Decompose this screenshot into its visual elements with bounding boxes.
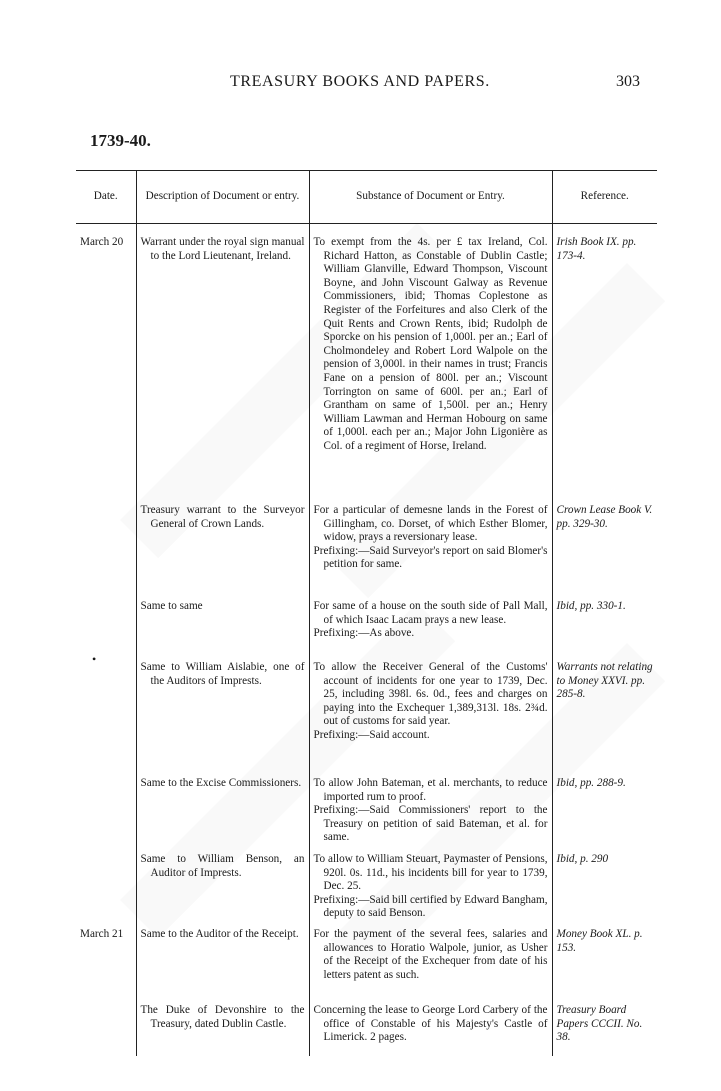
entry-substance: To allow the Receiver General of the Customs' account of incidents for one year to 1739, Dec. 25, including 398l. 6s. 0d., fees and charges on paying into the Exchequer 1,389,313l. 18s. 2¾d. out of customs for said year. Prefixing:—Said account. — [309, 661, 552, 777]
entry-date — [76, 504, 136, 600]
column-header-substance: Substance of Document or Entry. — [309, 171, 552, 224]
entry-description: Same to William Benson, an Auditor of Imprests. — [136, 853, 309, 928]
entry-substance: Concerning the lease to George Lord Carbery of the office of Constable of his Majesty's Castle of Limerick. 2 pages. — [309, 1004, 552, 1056]
entry-date — [76, 600, 136, 661]
entry-description: Same to same — [136, 600, 309, 661]
entry-description: The Duke of Devonshire to the Treasury, dated Dublin Castle. — [136, 1004, 309, 1056]
table-row — [76, 504, 657, 600]
entry-reference: Ibid, pp. 288-9. — [552, 777, 657, 853]
column-header-description: Description of Document or entry. — [136, 171, 309, 224]
entry-substance: For same of a house on the south side of Pall Mall, of which Isaac Lacam prays a new lease. Prefixing:—As above. — [309, 600, 552, 661]
entry-substance: For the payment of the several fees, salaries and allowances to Horatio Walpole, junior, as Usher of the Receipt of the Exchequer from date of his letters patent as such. — [309, 928, 552, 1004]
entry-prefixing: Prefixing:—Said Commissioners' report to the Treasury on petition of said Bateman, et al. for same. — [313, 804, 548, 844]
entry-date — [76, 1004, 136, 1056]
entry-date — [76, 777, 136, 853]
table-row — [76, 661, 657, 777]
table-header-row — [76, 171, 657, 224]
table-row — [76, 1004, 657, 1056]
running-title: TREASURY BOOKS AND PAPERS. — [230, 73, 490, 90]
entry-reference: Irish Book IX. pp. 173-4. — [552, 236, 657, 504]
entry-description: Same to William Aislabie, one of the Auditors of Imprests. — [136, 661, 309, 777]
entry-prefixing: Prefixing:—Said Surveyor's report on said Blomer's petition for same. — [313, 544, 548, 571]
entry-date — [76, 853, 136, 928]
column-header-reference: Reference. — [552, 171, 657, 224]
entry-substance: To exempt from the 4s. per £ tax Ireland, Col. Richard Hatton, as Constable of Dublin Castle; William Glanville, Edward Thompson, Viscount Boyne, and John Viscount Galway as Revenue Commissioners, ibid; Thomas Coplestone as Register of the Forfeitures and also Clerk of the Quit Rents and Crown Rents, ibid; Rudolph de Sporcke on his pension of 1,000l. per an.; Earl of Cholmondeley and Robert Lord Walpole on the pension of 3,000l. in their names in trust; Francis Fane on a pension of 800l. per an.; Viscount Torrington on same of 600l. per an.; Earl of Grantham on same of 1,500l. per an.; Henry William Lawman and Herman Hobourg on same of 1,000l. each per an.; Major John Ligonière as Col. of a regiment of Horse, Ireland. — [309, 236, 552, 504]
table-row — [76, 853, 657, 928]
entry-reference: Ibid, p. 290 — [552, 853, 657, 928]
page-number: 303 — [616, 73, 640, 90]
entry-date: March 20 — [80, 236, 124, 248]
table-row — [76, 928, 657, 1004]
table-row — [76, 600, 657, 661]
year-heading: 1739-40. — [90, 131, 151, 150]
entry-substance: To allow to William Steuart, Paymaster of Pensions, 920l. 0s. 11d., his incidents bill for year to 1739, Dec. 25. Prefixing:—Said bill certified by Edward Bangham, deputy to said Benson. — [309, 853, 552, 928]
column-header-date: Date. — [76, 171, 136, 224]
table-row — [76, 236, 657, 504]
entry-date: March 21 — [80, 928, 124, 940]
entry-substance: For a particular of demesne lands in the Forest of Gillingham, co. Dorset, of which Esther Blomer, widow, prays a reversionary lease. Prefixing:—Said Surveyor's report on said Blomer's petition for same. — [309, 504, 552, 600]
table-row — [76, 777, 657, 853]
entry-reference: Ibid, pp. 330-1. — [552, 600, 657, 661]
entry-description: Warrant under the royal sign manual to the Lord Lieutenant, Ireland. — [136, 236, 309, 504]
entry-description: Treasury warrant to the Surveyor General of Crown Lands. — [136, 504, 309, 600]
running-head — [0, 73, 721, 95]
entry-reference: Crown Lease Book V. pp. 329-30. — [552, 504, 657, 600]
entry-reference: Money Book XL. p. 153. — [552, 928, 657, 1004]
entry-substance: To allow John Bateman, et al. merchants, to reduce imported rum to proof. Prefixing:—Said Commissioners' report to the Treasury on petition of said Bateman, et al. for same. — [309, 777, 552, 853]
entry-date — [76, 661, 136, 777]
entry-description: Same to the Auditor of the Receipt. — [136, 928, 309, 1004]
entry-prefixing: Prefixing:—As above. — [313, 627, 415, 640]
entry-prefixing: Prefixing:—Said account. — [313, 728, 430, 741]
entry-description: Same to the Excise Commissioners. — [136, 777, 309, 853]
records-table — [76, 170, 657, 1056]
entry-reference: Treasury Board Papers CCCII. No. 38. — [552, 1004, 657, 1056]
entry-prefixing: Prefixing:—Said bill certified by Edward Bangham, deputy to said Benson. — [313, 893, 548, 920]
margin-mark: • — [92, 652, 97, 666]
entry-reference: Warrants not relating to Money XXVI. pp. 285-8. — [552, 661, 657, 777]
